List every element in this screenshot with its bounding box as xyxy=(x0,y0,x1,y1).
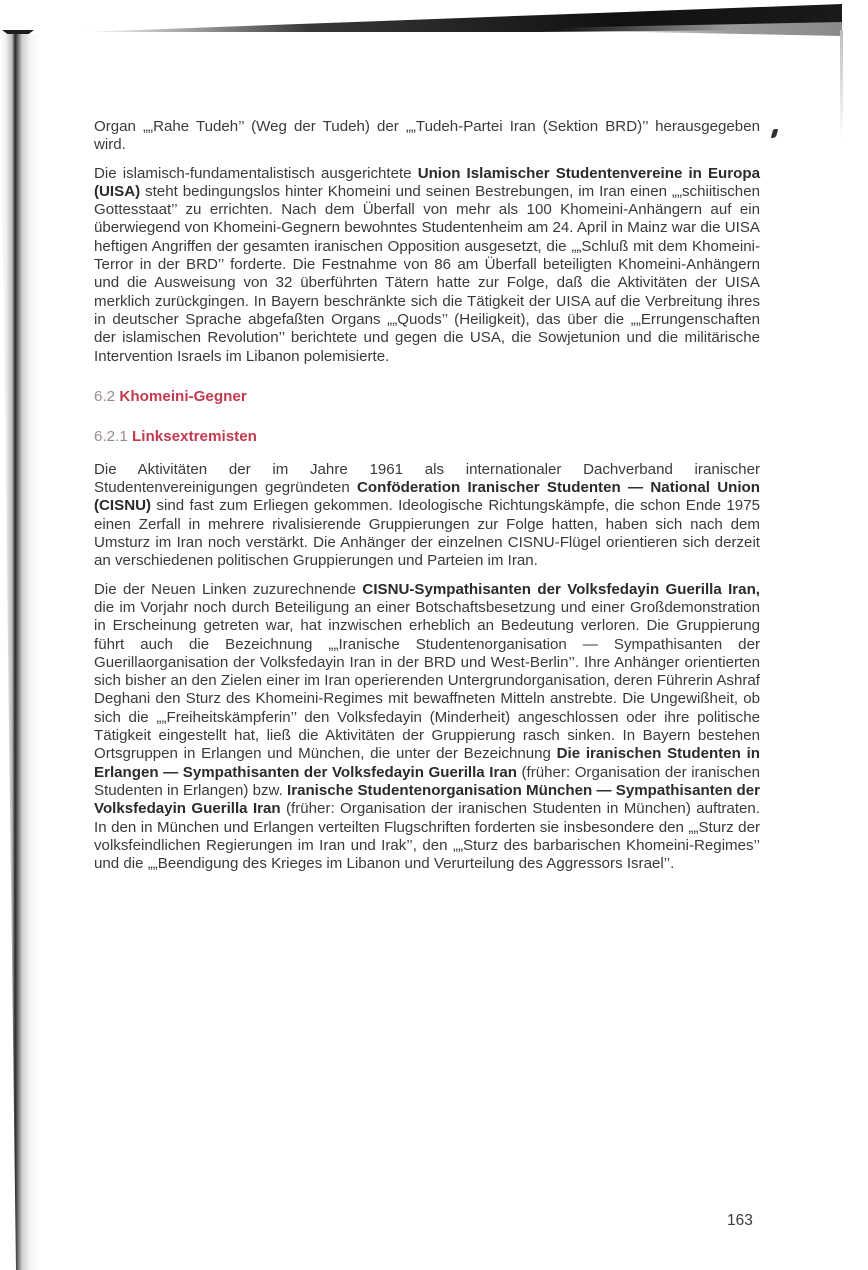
paragraph-uisa xyxy=(94,165,760,366)
section-title: Khomeini-Gegner xyxy=(119,387,247,405)
paragraph-text: (früher: Organisation der iranischen Studenten in München) auftraten. In den in München und Erlangen verteilten Flugschriften forderten sie insbesondere den „„Sturz der volksfeindlichen Regierungen im Iran und Irak’’, den „„Sturz des barbarischen Khomeini-Regimes’’ und die „„Beendigung des Krieges im Libanon und Verurteilung des Aggressors Israel’’. xyxy=(94,800,760,873)
paragraph-text: Die der Neuen Linken zuzurechnende xyxy=(94,580,363,598)
subsection-heading-linksextremisten xyxy=(94,428,760,446)
paragraph-text: steht bedingungslos hinter Khomeini und seinen Bestrebungen, im Iran einen „„schiitischen Gottesstaat’’ zu errichten. Nach dem Überfall von mehr als 100 Khomeini-Anhängern auf ein überwiegend von Khomeini-Gegnern bewohntes Studentenheim am 24. April in Mainz war die UISA heftigen Angriffen der gesamten iranischen Opposition ausgesetzt, die „„Schluß mit dem Khomeini-Terror in der BRD’’ forderte. Die Festnahme von 86 am Überfall beteiligten Khomeini-Anhängern und die Ausweisung von 32 überführten Tätern hatte zur Folge, daß die Aktivitäten der UISA merklich zurückgingen. In Bayern beschränkte sich die Tätigkeit der UISA auf die Verbreitung ihres in deutscher Sprache abgefaßten Organs „„Quods’’ (Heiligkeit), das über die „„Errungenschaften der islamischen Revolution’’ berichtete und gegen die USA, die Sowjetunion und die militärische Intervention Israels im Libanon polemisierte. xyxy=(94,182,760,365)
page-body xyxy=(94,118,760,873)
paragraph-text: (früher: Organisation der iranischen Studenten in Erlangen) bzw. xyxy=(94,763,760,799)
page-number: 163 xyxy=(727,1212,753,1229)
paragraph-cisnu-sympathisanten xyxy=(94,581,760,874)
scan-right-edge xyxy=(840,30,843,140)
paragraph-text: die im Vorjahr noch durch Beteiligung an einer Botschaftsbesetzung und einer Großdemonstration in Erscheinung getreten war, hat inzwischen erheblich an Bedeutung verloren. Die Gruppierung führt auch die Bezeichnung „„Iranische Studentenorganisation — Sympathisanten der Guerillaorganisation der Volksfedayin Iran in der BRD und West-Berlin’’. Ihre Anhänger orientierten sich bisher an den Zielen einer im Iran operierenden Untergrundorganisation, deren Führerin Ashraf Deghani den Sturz des Khomeini-Regimes mit bewaffneten Mitteln anstrebte. Die Ungewißheit, ob sich die „„Freiheitskämpferin’’ den Volksfedayin (Minderheit) angeschlossen oder ihre politische Tätigkeit eingestellt hat, ließ die Aktivitäten der Gruppierung rasch sinken. In Bayern bestehen Ortsgruppen in Erlangen und München, die unter der Bezeichnung xyxy=(94,598,760,763)
organization-name-uisa: Union Islamischer Studentenvereine in Europa (UISA) xyxy=(94,164,760,200)
spacer xyxy=(94,571,760,581)
organization-name-erlangen: Die iranischen Studenten in Erlangen — Sympathisanten der Volksfedayin Guerilla Iran xyxy=(94,745,760,781)
spacer xyxy=(94,155,760,165)
section-number: 6.2 xyxy=(94,387,116,405)
paragraph-text: Organ „„Rahe Tudeh’’ (Weg der Tudeh) der „„Tudeh-Partei Iran (Sektion BRD)’’ herausgegeben wird. xyxy=(94,118,760,154)
scan-binding-shadow xyxy=(0,34,40,1270)
spacer xyxy=(94,366,760,388)
organization-name-muenchen: Iranische Studentenorganisation München — Sympathisanten der Volksfedayin Guerilla Iran xyxy=(94,781,761,818)
paragraph-text: Die Aktivitäten der im Jahre 1961 als internationaler Dachverband iranischer Studentenvereinigungen gegründeten xyxy=(94,460,760,497)
spacer xyxy=(94,446,760,461)
paragraph-cisnu xyxy=(94,461,760,571)
subsection-title: Linksextremisten xyxy=(132,427,257,445)
section-heading-khomeini-gegner xyxy=(94,388,760,406)
paragraph-text: sind fast zum Erliegen gekommen. Ideologische Richtungskämpfe, die schon Ende 1975 einen Zerfall in mehrere rivalisierende Gruppierungen zur Folge hatten, haben sich nach dem Umsturz im Iran noch verstärkt. Die Anhänger der einzelnen CISNU-Flügel orientieren sich derzeit an verschiedenen politischen Gruppierungen und Parteien im Iran. xyxy=(94,497,760,570)
organization-name-cisnu-sympathisanten: CISNU-Sympathisanten der Volksfedayin Guerilla Iran, xyxy=(362,580,760,598)
subsection-number: 6.2.1 xyxy=(94,427,128,445)
ink-mark xyxy=(771,129,778,138)
paragraph-organ-rahe-tudeh xyxy=(94,118,760,155)
paragraph-text: Die islamisch-fundamentalistisch ausgerichtete xyxy=(94,164,418,182)
organization-name-cisnu: Conföderation Iranischer Studenten — National Union (CISNU) xyxy=(94,479,760,515)
spacer xyxy=(94,406,760,428)
